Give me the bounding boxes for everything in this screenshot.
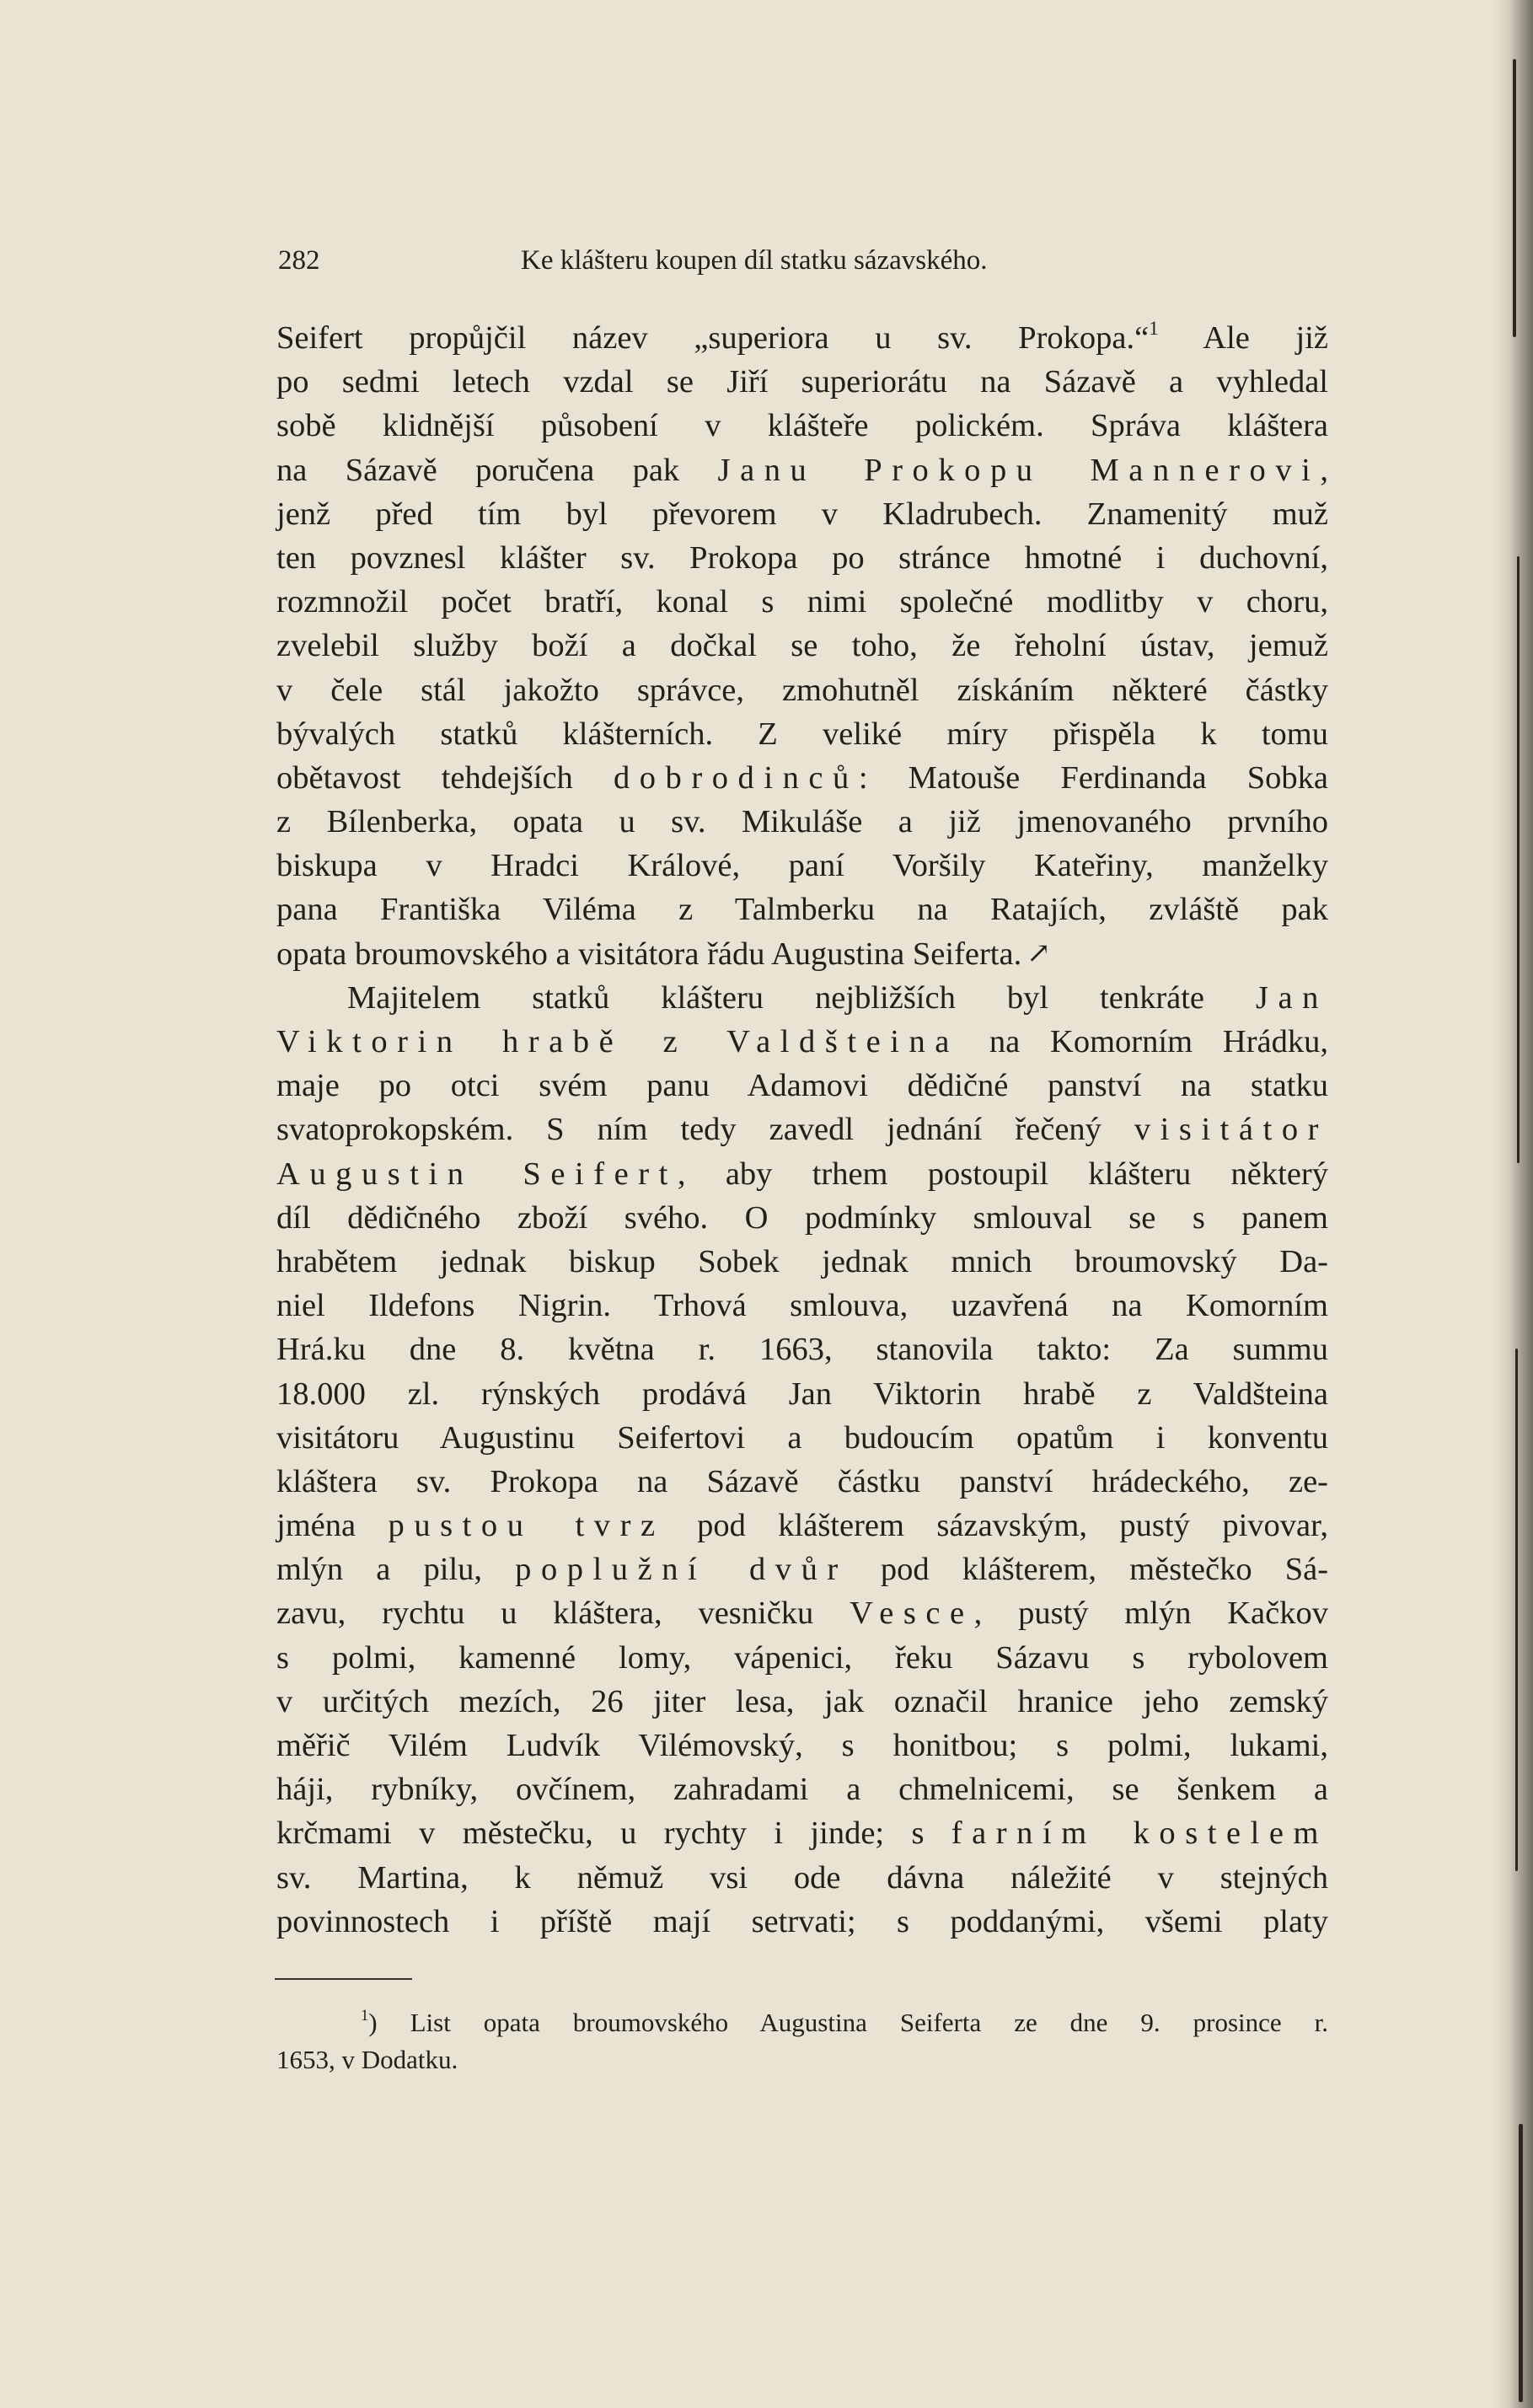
line-text: biskupa v Hradci Králové, paní Voršily Kateřiny, manželky: [276, 848, 1328, 884]
line-text: zavu, rychtu u kláštera, vesničku: [276, 1596, 850, 1632]
line-text: s polmi, kamenné lomy, vápenici, řeku Sázavu s rybolovem: [276, 1639, 1328, 1676]
line-text: krčmami v městečku, u rychty i jinde; s: [276, 1815, 951, 1852]
binding-edge-mark: [1519, 2124, 1523, 2402]
text-line: [276, 1460, 1328, 1504]
line-text: na Komorním Hrádku,: [958, 1024, 1328, 1059]
text-line: [276, 1856, 1328, 1900]
page-header: [278, 245, 1327, 284]
line-text: svatoprokopském. S ním tedy zavedl jednání řečený: [276, 1112, 1134, 1148]
line-text: jenž před tím byl převorem v Kladrubech. Znamenitý muž: [276, 496, 1328, 532]
paragraph-2: [276, 976, 1328, 1944]
text-line: [276, 1064, 1328, 1107]
text-line: [276, 1636, 1328, 1680]
text-line: [276, 536, 1328, 580]
line-text: Seifert propůjčil název „superiora u sv. Prokopa.“: [276, 320, 1150, 356]
line-text: v čele stál jakožto správce, zmohutněl získáním některé částky: [276, 672, 1328, 708]
text-line: [276, 1152, 1328, 1196]
line-text: háji, rybníky, ovčínem, zahradami a chmelnicemi, se šenkem a: [276, 1772, 1328, 1808]
line-text: Hrá.ku dne 8. května r. 1663, stanovila takto: Za summu: [276, 1332, 1328, 1368]
line-text: opata broumovského a visitátora řádu Augustina Seiferta.: [276, 936, 1022, 972]
letterspaced-name: dobrodinců: [613, 759, 859, 796]
footnote-marker: 1: [361, 2006, 369, 2025]
line-text: pod klášterem, městečko Sá-: [847, 1552, 1329, 1588]
text-line: [276, 756, 1328, 800]
line-text: rozmnožil počet bratří, konal s nimi společné modlitby v choru,: [276, 584, 1328, 620]
footnote: [276, 2004, 1328, 2078]
text-line: [276, 712, 1328, 756]
text-line: [276, 1284, 1328, 1327]
letterspaced-name: Augustin Seifert: [276, 1156, 678, 1192]
line-text: mlýn a pilu,: [276, 1552, 516, 1588]
text-line: [276, 1416, 1328, 1460]
text-line: [276, 932, 1328, 976]
line-text: po sedmi letech vzdal se Jiří superiorátu na Sázavě a vyhledal: [276, 364, 1328, 400]
page-edge-shadow: [1494, 0, 1533, 2408]
binding-edge-mark: [1515, 1349, 1518, 1871]
page-number: 282: [278, 245, 320, 276]
letterspaced-name: pustou tvrz: [388, 1508, 665, 1544]
line-text: v určitých mezích, 26 jiter lesa, jak označil hranice jeho zemský: [276, 1683, 1328, 1719]
text-line: [276, 1900, 1328, 1944]
line-text: měřič Vilém Ludvík Vilémovský, s honitbou; s polmi, lukami,: [276, 1728, 1328, 1763]
text-line: [276, 404, 1328, 448]
line-text: jména: [276, 1508, 389, 1544]
text-line: [276, 844, 1328, 888]
text-line: [276, 492, 1328, 536]
text-line: [276, 668, 1328, 712]
text-line: [276, 1020, 1328, 1064]
line-text: , aby trhem postoupil klášteru některý: [677, 1156, 1329, 1192]
line-text: , pustý mlýn Kačkov: [973, 1596, 1328, 1632]
text-line: [276, 1372, 1328, 1416]
line-text: kláštera sv. Prokopa na Sázavě částku panství hrádeckého, ze-: [276, 1463, 1328, 1499]
text-line: [276, 1504, 1328, 1547]
line-text: 18.000 zl. rýnských prodává Jan Viktorin hrabě z Valdšteina: [276, 1376, 1328, 1412]
text-line: [276, 580, 1328, 624]
letterspaced-name: Viktorin hrabě z Valdšteina: [276, 1024, 959, 1059]
line-text: hrabětem jednak biskup Sobek jednak mnich broumovský Da-: [276, 1243, 1328, 1279]
binding-edge-mark: [1513, 59, 1516, 337]
body-text: [276, 316, 1328, 1944]
paragraph-1: [276, 316, 1328, 976]
line-text: maje po otci svém panu Adamovi dědičné panství na statku: [276, 1068, 1328, 1104]
text-line: [276, 1811, 1328, 1855]
running-title: Ke klášteru koupen díl statku sázavského.: [521, 245, 988, 276]
text-line: [276, 800, 1328, 844]
text-line: [276, 1107, 1328, 1151]
line-text: na Sázavě poručena pak: [276, 452, 718, 488]
letterspaced-name: Vesce: [850, 1596, 974, 1632]
text-line: [276, 1591, 1328, 1635]
footnote-line: 1653, v Dodatku.: [276, 2045, 458, 2074]
text-line: [276, 888, 1328, 931]
text-line: [276, 976, 1328, 1020]
line-text: zvelebil služby boží a dočkal se toho, že řeholní ústav, jemuž: [276, 628, 1328, 664]
text-line: [276, 360, 1328, 404]
line-text: visitátoru Augustinu Seifertovi a budoucím opatům i konventu: [276, 1419, 1328, 1456]
letterspaced-name: Janu Prokopu Mannerovi: [717, 452, 1321, 488]
line-text: obětavost tehdejších: [276, 759, 614, 796]
line-text: povinnostech i příště mají setrvati; s poddanými, všemi platy: [276, 1903, 1328, 1939]
line-text: sobě klidnější působení v klášteře polickém. Správa kláštera: [276, 408, 1328, 444]
letterspaced-name: Jan: [1256, 979, 1328, 1016]
text-line: [276, 1196, 1328, 1240]
line-text: niel Ildefons Nigrin. Trhová smlouva, uzavřená na Komorním: [276, 1288, 1328, 1324]
footnote-line: [276, 2004, 1328, 2041]
letterspaced-name: farním kostelem: [951, 1815, 1328, 1852]
line-text: pod klášterem sázavským, pustý pivovar,: [664, 1508, 1329, 1544]
line-text: : Matouše Ferdinanda Sobka: [858, 759, 1329, 796]
line-text: ,: [1320, 452, 1328, 488]
text-line: [276, 1240, 1328, 1284]
handwritten-arrow-mark: ↗: [1026, 937, 1051, 969]
footnote-rule: [275, 1978, 412, 1980]
binding-edge-mark: [1517, 556, 1520, 1163]
line-text: pana Františka Viléma z Talmberku na Ratajích, zvláště pak: [276, 892, 1328, 928]
text-line: [276, 1680, 1328, 1724]
text-line: [276, 316, 1328, 360]
letterspaced-name: poplužní dvůr: [515, 1552, 848, 1588]
text-line: [276, 1767, 1328, 1811]
text-line: [276, 448, 1328, 492]
line-text: Ale již: [1158, 320, 1328, 356]
line-text: z Bílenberka, opata u sv. Mikuláše a již jmenovaného prvního: [276, 804, 1328, 840]
text-line: [276, 1547, 1328, 1591]
text-line: [276, 624, 1328, 668]
line-text: díl dědičného zboží svého. O podmínky smlouval se s panem: [276, 1199, 1328, 1236]
line-text: sv. Martina, k němuž vsi ode dávna náležité v stejných: [276, 1859, 1328, 1896]
text-line: [276, 1327, 1328, 1371]
text-line: [276, 1724, 1328, 1767]
line-text: Majitelem statků klášteru nejbližších byl tenkráte: [347, 979, 1257, 1016]
footnote-text: ) List opata broumovského Augustina Seiferta ze dne 9. prosince r.: [368, 2008, 1328, 2037]
footnote-reference: 1: [1149, 316, 1159, 339]
letterspaced-name: visitátor: [1134, 1112, 1328, 1148]
line-text: ten povznesl klášter sv. Prokopa po stránce hmotné i duchovní,: [276, 539, 1328, 576]
line-text: bývalých statků klášterních. Z veliké míry přispěla k tomu: [276, 716, 1328, 752]
